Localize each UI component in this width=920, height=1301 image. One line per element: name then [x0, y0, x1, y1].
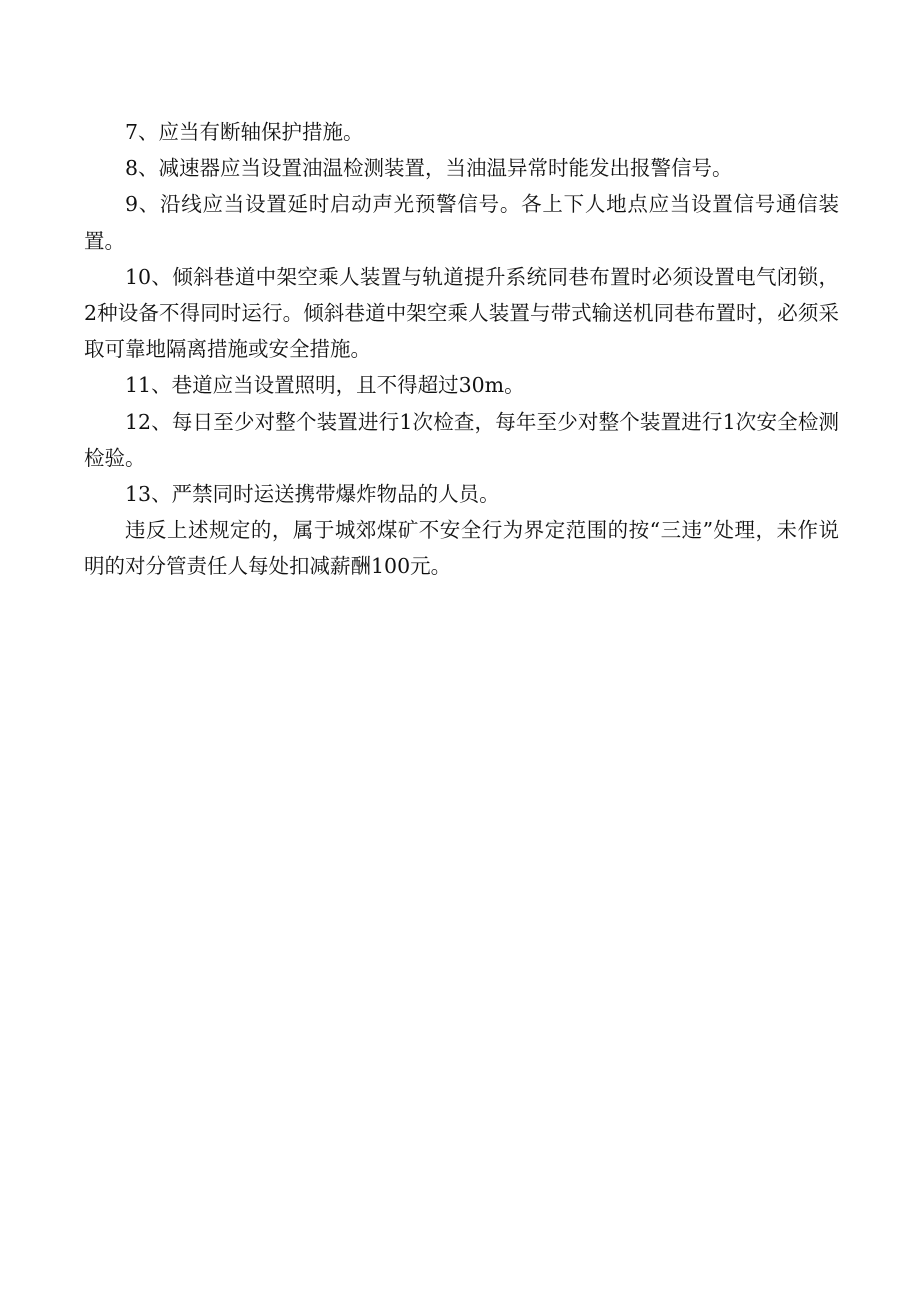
clause-12: 12、每日至少对整个装置进行1次检查，每年至少对整个装置进行1次安全检测检验。: [84, 409, 839, 470]
clause-9: 9、沿线应当设置延时启动声光预警信号。各上下人地点应当设置信号通信装置。: [84, 192, 839, 253]
clause-7: 7、应当有断轴保护措施。: [125, 120, 364, 144]
penalty-paragraph: 违反上述规定的，属于城郊煤矿不安全行为界定范围的按“三违”处理，未作说明的对分管责任人每处扣减薪酬100元。: [84, 518, 839, 579]
clause-13: 13、严禁同时运送携带爆炸物品的人员。: [125, 482, 500, 507]
clause-11: 11、巷道应当设置照明，且不得超过30m。: [125, 373, 525, 398]
clause-8: 8、减速器应当设置油温检测装置，当油温异常时能发出报警信号。: [125, 156, 733, 181]
document-body: [84, 114, 839, 585]
clause-10: 10、倾斜巷道中架空乘人装置与轨道提升系统同巷布置时必须设置电气闭锁，2种设备不得同时运行。倾斜巷道中架空乘人装置与带式输送机同巷布置时，必须采取可靠地隔离措施或安全措施。: [84, 264, 839, 362]
